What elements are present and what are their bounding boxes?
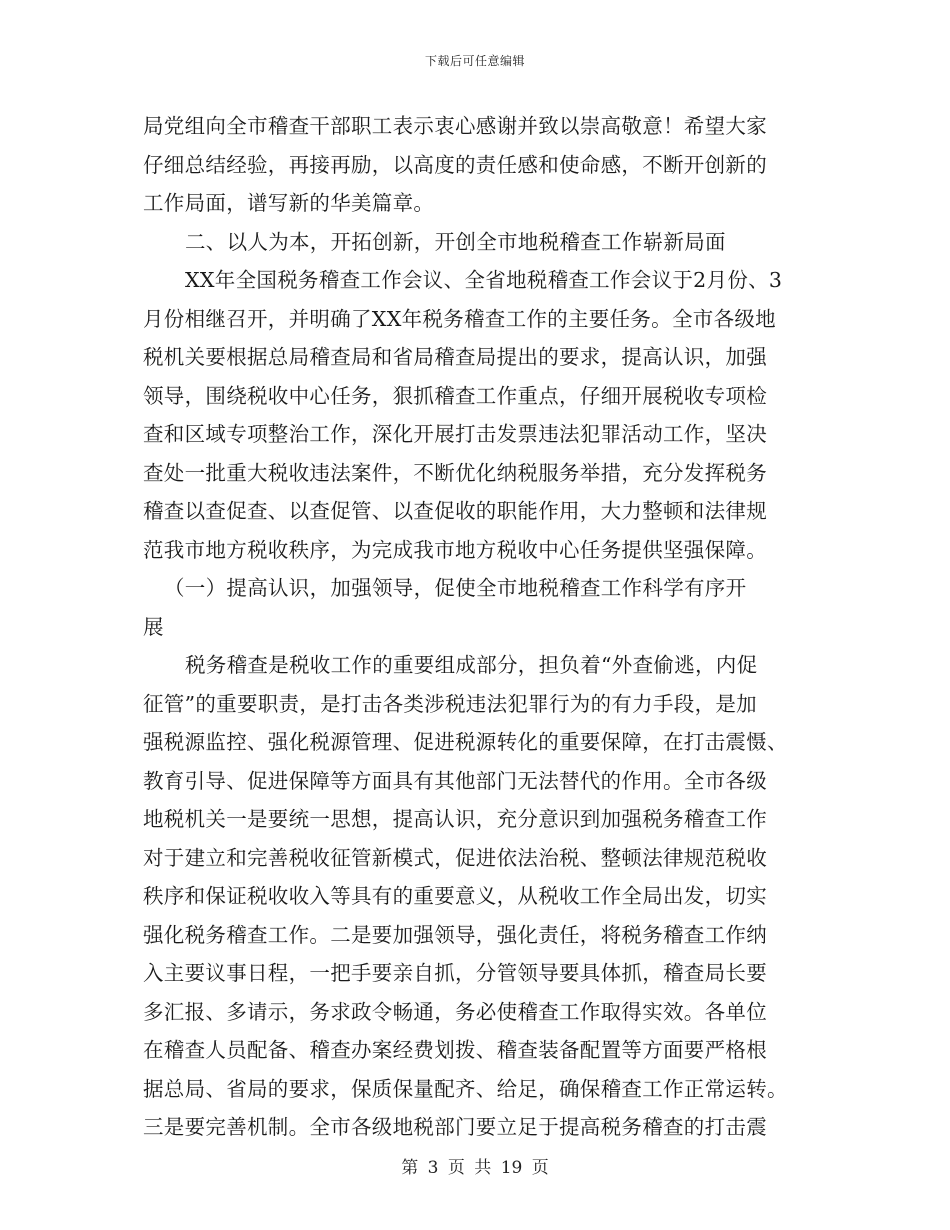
text-line: 强税源监控、强化税源管理、促进税源转化的重要保障，在打击震慑、 bbox=[143, 730, 788, 754]
text-line: 工作局面，谱写新的华美篇章。 bbox=[143, 191, 435, 215]
text-line: XX年全国税务稽查工作会议、全省地税稽查工作会议于2月份、3 bbox=[185, 268, 783, 292]
text-line: 范我市地方税收秩序，为完成我市地方税收中心任务提供坚强保障。 bbox=[143, 537, 767, 562]
text-line: 稽查以查促查、以查促管、以查促收的职能作用，大力整顿和法律规 bbox=[143, 499, 767, 523]
text-line: 据总局、省局的要求，保质保量配齐、给足，确保稽查工作正常运转。 bbox=[143, 1076, 788, 1101]
text-line: 征管”的重要职责，是打击各类涉税违法犯罪行为的有力手段，是加 bbox=[143, 691, 757, 716]
text-line: 领导，围绕税收中心任务，狠抓稽查工作重点，仔细开展税收专项检 bbox=[143, 383, 767, 408]
page-number: 第 3 页 共 19 页 bbox=[401, 1158, 549, 1178]
page-header-note: 下载后可任意编辑 bbox=[424, 54, 525, 68]
text-line: 查处一批重大税收违法案件，不断优化纳税服务举措，充分发挥税务 bbox=[143, 460, 767, 485]
text-line: 多汇报、多请示，务求政令畅通，务必使稽查工作取得实效。各单位 bbox=[143, 999, 767, 1024]
text-line: 地税机关一是要统一思想，提高认识，充分意识到加强税务稽查工作 bbox=[143, 807, 767, 831]
text-line: 三是要完善机制。全市各级地税部门要立足于提高税务稽查的打击震 bbox=[143, 1115, 767, 1139]
text-line: 教育引导、促进保障等方面具有其他部门无法替代的作用。全市各级 bbox=[143, 768, 767, 793]
text-line: 查和区域专项整治工作，深化开展打击发票违法犯罪活动工作，坚决 bbox=[143, 422, 767, 446]
document-body bbox=[143, 107, 808, 1147]
text-line: 税机关要根据总局稽查局和省局稽查局提出的要求，提高认识，加强 bbox=[143, 345, 767, 369]
text-line: 仔细总结经验，再接再励，以高度的责任感和使命感，不断开创新的 bbox=[143, 152, 767, 177]
subsection-heading: （一）提高认识，加强领导，促使全市地税稽查工作科学有序开 bbox=[164, 576, 747, 600]
text-line: 税务稽查是税收工作的重要组成部分，担负着“外查偷逃，内促 bbox=[185, 653, 758, 677]
text-line: 强化税务稽查工作。二是要加强领导，强化责任，将税务稽查工作纳 bbox=[143, 922, 767, 947]
text-line: 月份相继召开，并明确了XX年税务稽查工作的主要任务。全市各级地 bbox=[143, 306, 776, 331]
subsection-heading-cont: 展 bbox=[143, 614, 164, 639]
text-line: 对于建立和完善税收征管新模式，促进依法治税、整顿法律规范税收 bbox=[143, 845, 767, 870]
text-line: 秩序和保证税收收入等具有的重要意义，从税收工作全局出发，切实 bbox=[143, 884, 767, 908]
text-line: 在稽查人员配备、稽查办案经费划拨、稽查装备配置等方面要严格根 bbox=[143, 1038, 767, 1062]
text-line: 入主要议事日程，一把手要亲自抓，分管领导要具体抓，稽查局长要 bbox=[143, 961, 767, 985]
text-line: 局党组向全市稽查干部职工表示衷心感谢并致以崇高敬意！希望大家 bbox=[143, 114, 767, 138]
section-heading: 二、以人为本，开拓创新，开创全市地税稽查工作崭新局面 bbox=[185, 229, 726, 254]
